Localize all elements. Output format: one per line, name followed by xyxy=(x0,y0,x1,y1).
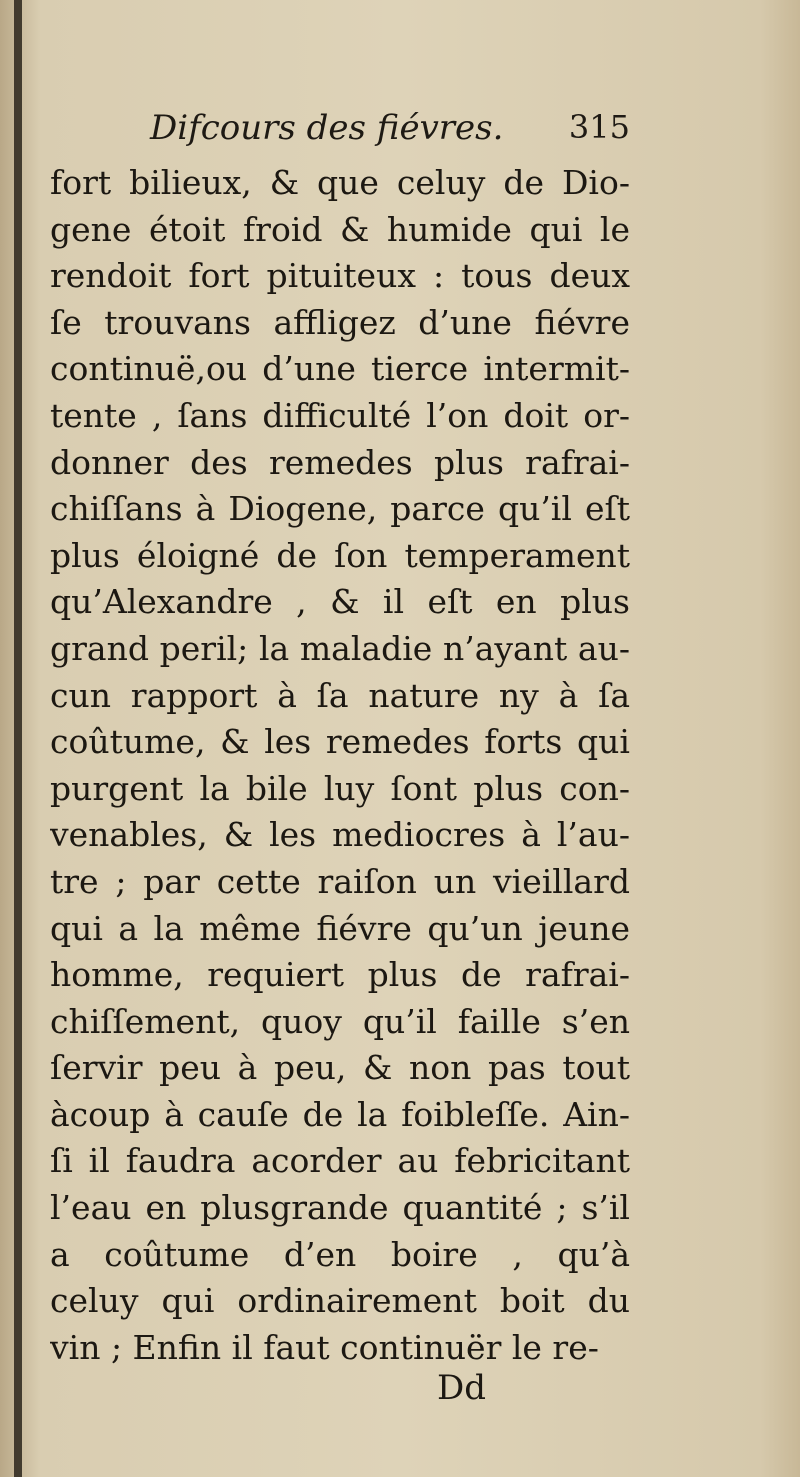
text-line: donner des remedes plus rafrai- xyxy=(50,442,630,482)
text-line: fort bilieux, & que celuy de Dio- xyxy=(50,163,630,202)
body-text xyxy=(50,160,630,1371)
text-line: homme, requiert plus de rafrai- xyxy=(50,955,630,995)
text-line: rendoit fort pituiteux : tous deux xyxy=(50,256,630,296)
text-line: qu’Alexandre , & il eſt en plus xyxy=(50,582,630,622)
text-line: celuy qui ordinairement boit du xyxy=(50,1281,630,1321)
text-line: ſe trouvans affligez d’une fiévre xyxy=(50,302,630,342)
text-line: qui a la même fiévre qu’un jeune xyxy=(50,908,630,948)
text-line: tente , ſans difficulté l’on doit or- xyxy=(50,395,630,435)
text-line: chiſſans à Diogene, parce qu’il eſt xyxy=(50,489,630,529)
text-line: cun rapport à ſa nature ny à ſa xyxy=(50,675,630,715)
page-header xyxy=(60,108,630,158)
text-line: ſi il faudra acorder au febricitant xyxy=(50,1141,630,1181)
text-line: l’eau en plusgrande quantité ; s’il xyxy=(50,1188,630,1228)
running-title: Difcours des fiévres. xyxy=(150,108,504,148)
text-line: coûtume, & les remedes forts qui xyxy=(50,722,630,762)
text-line: vin ; Enfin il faut continuër le re- xyxy=(50,1327,599,1367)
text-line: chiſſement, quoy qu’il faille s’en xyxy=(50,1001,630,1041)
text-line: purgent la bile luy ſont plus con- xyxy=(50,768,630,808)
text-line: ſervir peu à peu, & non pas tout xyxy=(50,1048,630,1088)
text-line: plus éloigné de ſon temperament xyxy=(50,535,630,575)
text-line: venables, & les mediocres à l’au- xyxy=(50,815,630,855)
text-line: tre ; par cette raiſon un vieillard xyxy=(50,861,630,901)
text-line: a coûtume d’en boire , qu’à xyxy=(50,1234,630,1274)
binding-edge xyxy=(14,0,22,1477)
text-line: gene étoit froid & humide qui le xyxy=(50,209,630,249)
page-number: 315 xyxy=(568,108,630,146)
signature-mark: Dd xyxy=(437,1368,487,1408)
text-line: àcoup à cauſe de la foibleſſe. Ain- xyxy=(50,1094,630,1134)
text-line: grand peril; la maladie n’ayant au- xyxy=(50,628,630,668)
text-line: continuë,ou d’une tierce intermit- xyxy=(50,349,630,389)
